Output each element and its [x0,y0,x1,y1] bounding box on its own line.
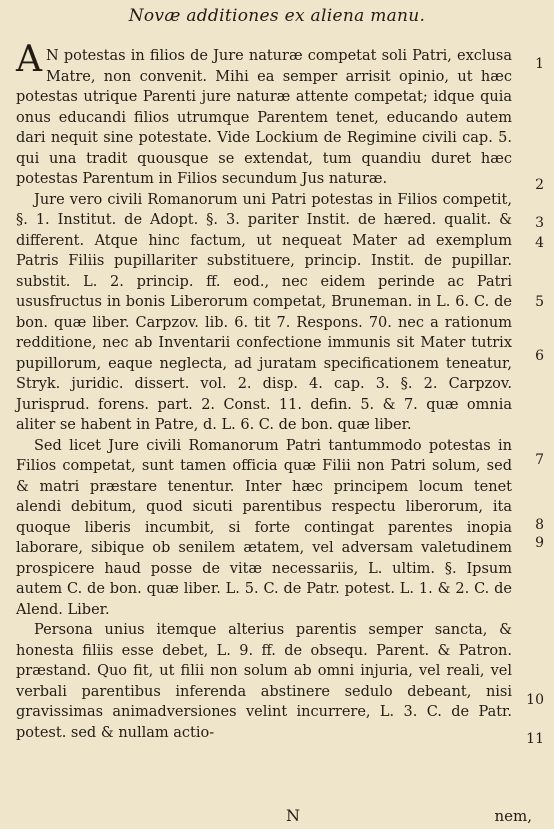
paragraph-4: Persona unius itemque alterius parentis semper sancta, & honesta filiis esse debet, L. 9. ff. de obsequ. Parent. & Patron. præstand. Quo fit, ut filii non solum ab omni injuria, vel reali, vel verbali parentibus inferenda abstinere sedulo debeant, nisi gravissimas animadversiones velint incurrere, L. 3. C. de Patr. potest. sed & nullam actio- [16,622,512,741]
signature-mark: N [286,806,300,825]
catchword: nem, [494,807,532,825]
margin-number-9: 9 [535,535,544,551]
paragraph-1-text: N potestas in filios de Jure naturæ competat soli Patri, exclusa Matre, non convenit. Mihi ea semper arrisit opinio, ut hæc potestas utrique Parenti jure naturæ attente competat; idque quia onus educandi filios utrumque Parentem tenet, educando autem dari nequit sine potestate. Vide Lockium de Regimine civili cap. 5. qui una tradit quousque se extendat, tum quandiu duret hæc potestas Parentum in Filios secundum Jus naturæ. [16,48,512,187]
drop-cap: A [16,39,42,80]
margin-number-5: 5 [535,294,544,310]
margin-number-11: 11 [526,731,544,747]
paragraph-2: Jure vero civili Romanorum uni Patri potestas in Filios competit, §. 1. Institut. de Adopt. §. 3. pariter Instit. de hæred. qualit. & different. Atque hinc factum, ut nequeat Mater ad exemplum Patris Filiis pupillariter substituere, princip. Instit. de pupillar. substit. L. 2. princip. ff. eod., nec eidem perinde ac Patri ususfructus in bonis Liberorum competat, Bruneman. in L. 6. C. de bon. quæ liber. Carpzov. lib. 6. tit 7. Respons. 70. nec a rationum redditione, nec ab Inventarii confectione immunis sit Mater tutrix pupillorum, eaque neglecta, ad juratam specificationem teneatur, Stryk. juridic. dissert. vol. 2. disp. 4. cap. 3. §. 2. Carpzov. Jurisprud. forens. part. 2. Const. 11. defin. 5. & 7. quæ omnia aliter se habent in Patre, d. L. 6. C. de bon. quæ liber. [16,191,512,433]
margin-number-1: 1 [535,56,544,72]
margin-number-8: 8 [535,517,544,533]
margin-number-3: 3 [535,215,544,231]
paragraph-1 [16,39,512,190]
margin-number-7: 7 [535,452,544,468]
margin-number-10: 10 [526,692,544,708]
margin-number-2: 2 [535,177,544,193]
paragraph-3: Sed licet Jure civili Romanorum Patri tantummodo potestas in Filios competat, sunt tamen officia quæ Filii non Patri solum, sed & matri præstare tenentur. Inter hæc principem locum tenet alendi debitum, quod sicuti parentibus respectu liberorum, ita quoque liberis incumbit, si forte contingat parentes inopia laborare, sibique ob senilem ætatem, vel adversam valetudinem prospicere haud posse de vitæ necessariis, L. ultim. §. Ipsum autem C. de bon. quæ liber. L. 5. C. de Patr. potest. L. 1. & 2. C. de Alend. Liber. [16,437,512,618]
margin-number-4: 4 [535,235,544,251]
margin-number-6: 6 [535,348,544,364]
document-body [16,39,512,743]
page-header: Novæ additiones ex aliena manu. [128,6,426,26]
